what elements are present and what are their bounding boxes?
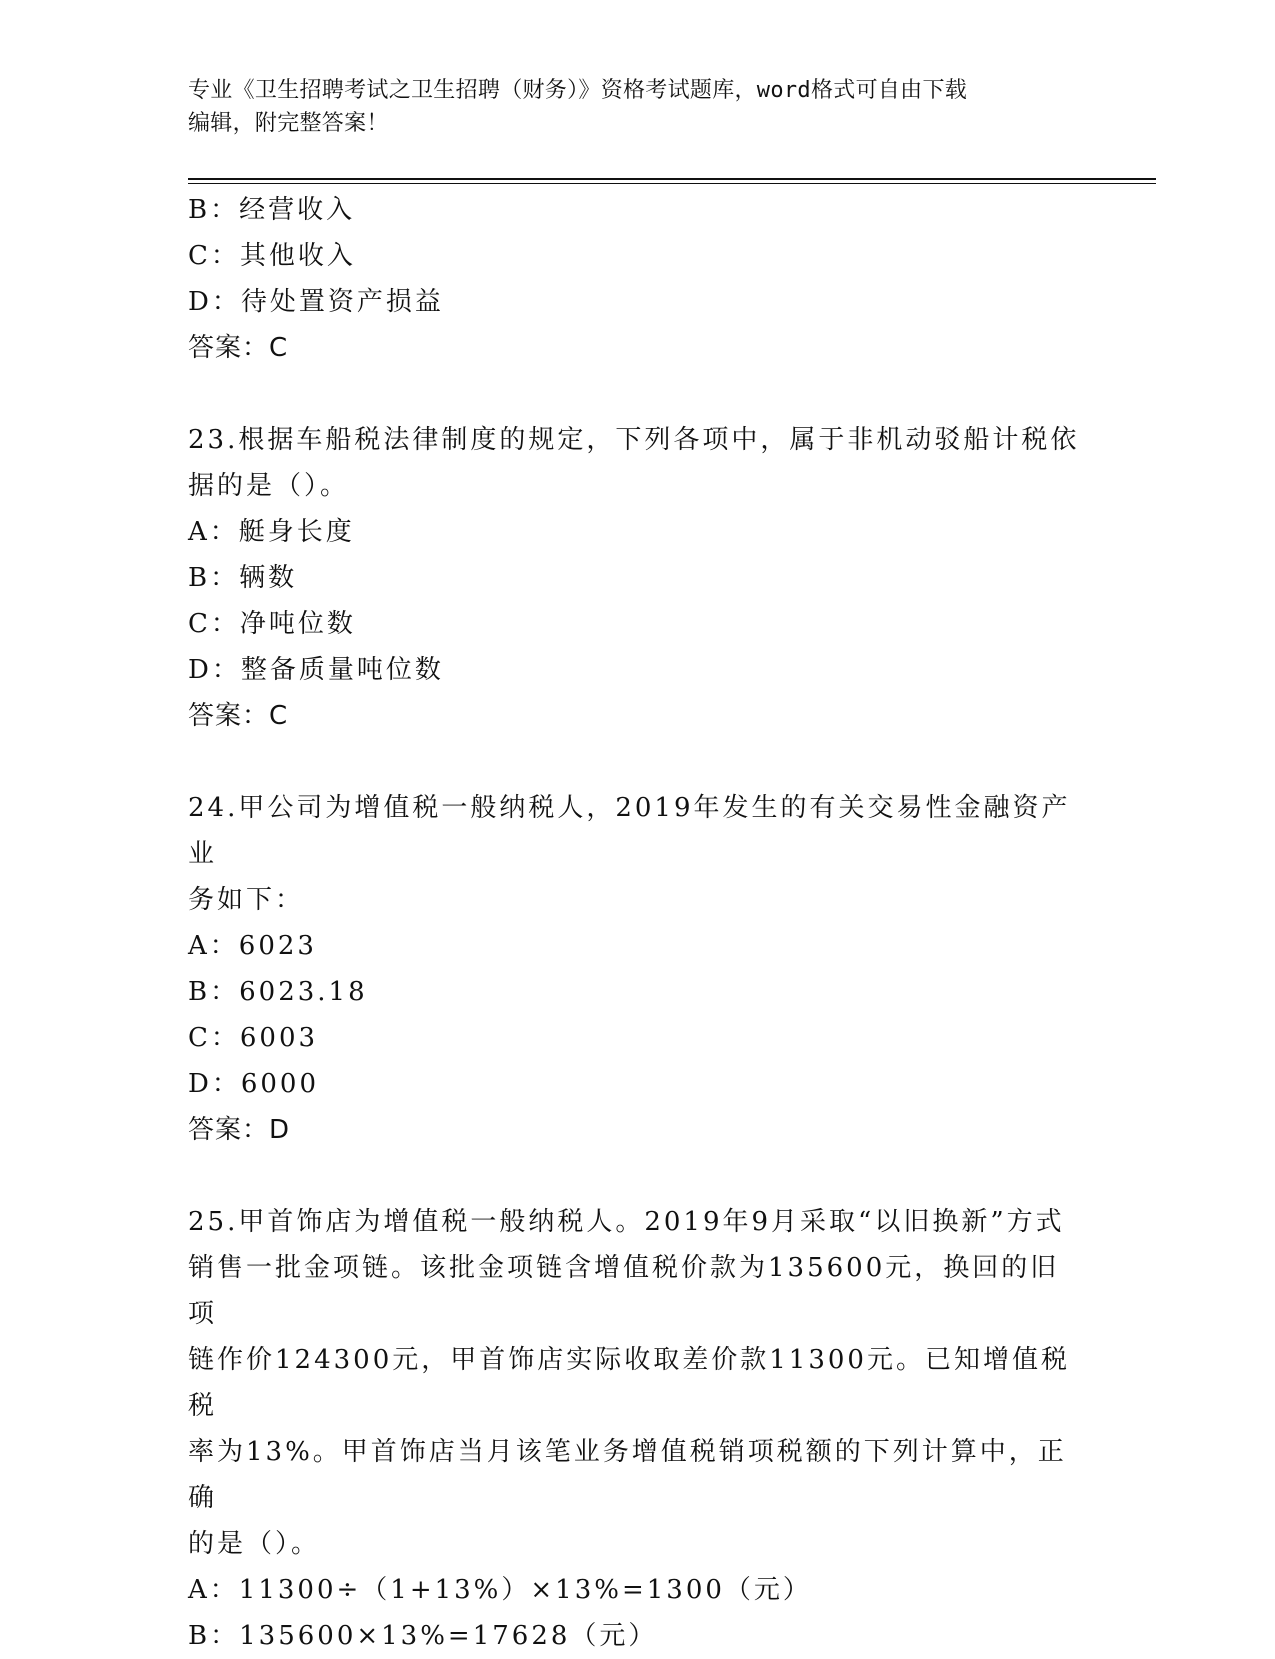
option-b: B：6023.18 bbox=[188, 977, 368, 1007]
question-25 bbox=[188, 1199, 1088, 1659]
spacer bbox=[188, 371, 1088, 417]
header-line-2: 编辑，附完整答案！ bbox=[188, 111, 389, 136]
question-list bbox=[188, 187, 1088, 1659]
question-stem-line: 23.根据车船税法律制度的规定，下列各项中，属于非机动驳船计税依 bbox=[188, 425, 1080, 455]
option-d: D：6000 bbox=[188, 1069, 320, 1099]
option-b: B：经营收入 bbox=[188, 195, 356, 225]
question-24 bbox=[188, 785, 1088, 1153]
option-b: B：135600×13%=17628（元） bbox=[188, 1621, 658, 1651]
option-d: D：整备质量吨位数 bbox=[188, 655, 444, 685]
option-c: C：6003 bbox=[188, 1023, 319, 1053]
question-22 bbox=[188, 187, 1088, 371]
header-line-1: 专业《卫生招聘考试之卫生招聘（财务）》资格考试题库，word格式可自由下载 bbox=[188, 78, 968, 103]
answer: 答案：C bbox=[188, 701, 289, 731]
question-stem-line: 务如下： bbox=[188, 885, 305, 915]
option-a: A：6023 bbox=[188, 931, 317, 961]
question-stem-line: 25.甲首饰店为增值税一般纳税人。2019年9月采取“以旧换新”方式 bbox=[188, 1207, 1065, 1237]
header-divider bbox=[188, 178, 1156, 180]
option-c: C：其他收入 bbox=[188, 241, 356, 271]
option-a: A：11300÷（1+13%）×13%=1300（元） bbox=[188, 1575, 812, 1605]
option-b: B：辆数 bbox=[188, 563, 298, 593]
answer: 答案：C bbox=[188, 333, 289, 363]
option-a: A：艇身长度 bbox=[188, 517, 355, 547]
option-d: D：待处置资产损益 bbox=[188, 287, 444, 317]
document-header bbox=[188, 74, 1088, 140]
spacer bbox=[188, 1153, 1088, 1199]
question-stem-line: 销售一批金项链。该批金项链含增值税价款为135600元，换回的旧项 bbox=[188, 1253, 1060, 1329]
option-c: C：净吨位数 bbox=[188, 609, 356, 639]
header-divider-thin bbox=[188, 183, 1156, 184]
question-stem-line: 的是（）。 bbox=[188, 1529, 321, 1559]
question-stem-line: 链作价124300元，甲首饰店实际收取差价款11300元。已知增值税税 bbox=[188, 1345, 1070, 1421]
question-stem-line: 24.甲公司为增值税一般纳税人，2019年发生的有关交易性金融资产业 bbox=[188, 793, 1071, 869]
question-23 bbox=[188, 417, 1088, 739]
question-stem-line: 据的是（）。 bbox=[188, 471, 350, 501]
question-stem-line: 率为13%。甲首饰店当月该笔业务增值税销项税额的下列计算中，正确 bbox=[188, 1437, 1067, 1513]
spacer bbox=[188, 739, 1088, 785]
answer: 答案：D bbox=[188, 1115, 291, 1145]
